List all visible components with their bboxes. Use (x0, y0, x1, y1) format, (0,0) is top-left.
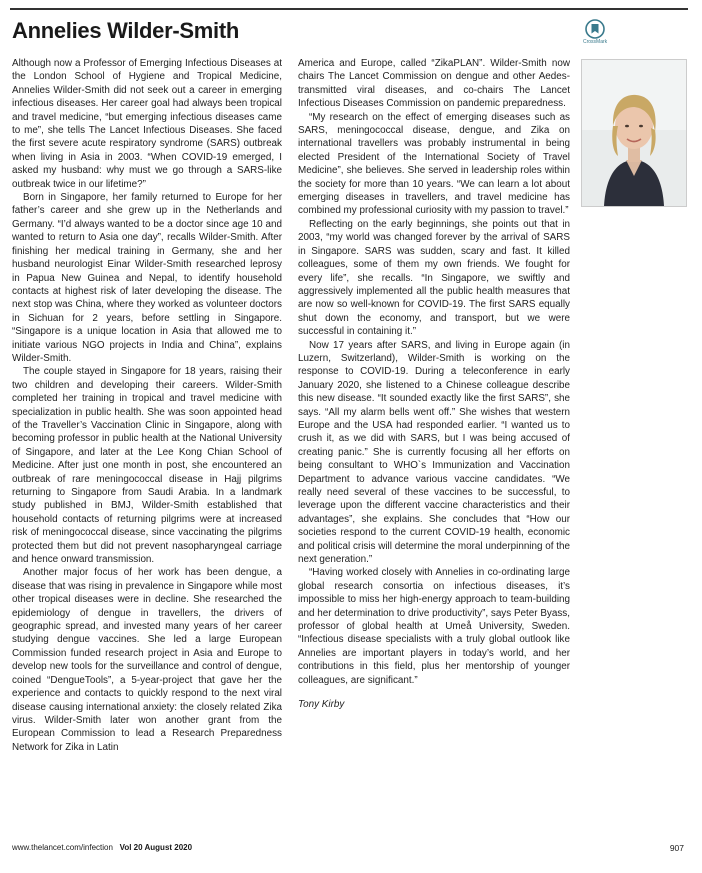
paragraph: Another major focus of her work has been dengue, a disease that was rising in prevalence in Singapore while most other tropical diseases were in decline. She researched the epidemiology of dengue in travellers, the drivers of geographic spread, and invested many years of her career studying dengue vaccines. She led a large European Commission funded research project in Asia and Europe to develop new tools for the surveillance and control of dengue, coined “DengueTools”, a 5-year-project that gave her the experience and contacts to quickly respond to the next viral disease causing international anxiety: the closely related Zika virus. Wilder-Smith later won another grant from the European Commission to lead a Research Preparedness Network for Zika in Latin (12, 567, 282, 753)
article-column-1 (12, 57, 282, 754)
journal-url[interactable]: www.thelancet.com/infection (12, 843, 113, 852)
paragraph: “Having worked closely with Annelies in co-ordinating large global research consortia on infectious diseases, it’s impossible to miss her high-energy approach to team-building and her determination to drive productivity”, says Peter Byass, professor of global health at Umeå University, Sweden. “Infectious disease specialists with a truly global outlook like Annelies are important players in today’s world, and her contributions in this field, plus her mentorship of younger colleagues, are significant.” (298, 567, 570, 686)
crossmark-badge[interactable] (583, 19, 607, 45)
article-column-2 (298, 57, 570, 712)
crossmark-icon (585, 19, 605, 39)
issue-info: Vol 20 August 2020 (119, 843, 193, 852)
top-rule (10, 8, 688, 10)
paragraph: Now 17 years after SARS, and living in Europe again (in Luzern, Switzerland), Wilder-Smith is working on the response to COVID-19. During a teleconference in early January 2020, she listened to a Chinese colleague describe this new disease. “It sounded exactly like the first SARS”, she says. “All my alarm bells went off.” She wishes that western Europe and the USA had responded earlier. “I wanted us to crush it, as we did with SARS, but I was being accused of creating panic.” She is currently focusing all her efforts on being consultant to WHO`s Immunization and Vaccination Department to advance various vaccine candidates. “We really need several of these vaccines to be successful, to leverage upon the different vaccine characteristics and their advantages”, she explains. She concludes that “How our societies respond to the current COVID-19 health, economic and political crisis will determine the moral underpinning of the next generation.” (298, 339, 570, 566)
paragraph: America and Europe, called “ZikaPLAN”. Wilder-Smith now chairs The Lancet Commission on dengue and other Aedes-transmitted viral diseases, and co-chairs The Lancet Infectious Diseases Commission on pandemic preparedness. (298, 58, 570, 110)
paragraph: The couple stayed in Singapore for 18 years, raising their two children and developing their careers. Wilder-Smith completed her training in tropical and travel medicine with specialization in public health. She was soon appointed head of the Traveller’s Vaccination Clinic in Singapore, along with becoming professor in public health at the National University of Singapore, and later at the Lee Kong Chian School of Medicine. After just one month in post, she encountered an outbreak of rare meningococcal disease in Hajj pilgrims returning to Singapore from Saudi Arabia. In a landmark study published in BMJ, Wilder-Smith established that household contacts of returning pilgrims were at increased risk of meningococcal disease, since vaccinating the pilgrims protected them but did not prevent nasopharyngeal carriage and hence onward transmission. (12, 366, 282, 566)
paragraph: Although now a Professor of Emerging Infectious Diseases at the London School of Hygiene and Tropical Medicine, Annelies Wilder-Smith did not seek out a career in emerging infectious diseases. Her career goal had always been tropical and travel medicine, “but emerging infectious diseases came to me”, she tells The Lancet Infectious Diseases. She faced the first severe acute respiratory syndrome (SARS) outbreak when living in Asia in 2003. “When COVID-19 emerged, I asked my husband: why must we go through a SARS-like outbreak twice in our lifetime?” (12, 58, 282, 190)
page-number: 907 (669, 843, 684, 853)
portrait-photo (581, 59, 687, 207)
author-byline: Tony Kirby (298, 699, 345, 711)
footer (12, 843, 192, 852)
crossmark-label: CrossMark (583, 39, 608, 45)
paragraph: “My research on the effect of emerging diseases such as SARS, meningococcal disease, dengue, and Zika on international travellers was probably instrumental in being elected President of the International Society of Travel Medicine”, she believes. She served in leadership roles within the society for more than 10 years. “We can learn a lot about emerging diseases in travellers, and travel medicine has combined my professional curiosity with my passion to travel.” (298, 111, 570, 217)
paragraph: Born in Singapore, her family returned to Europe for her father’s career and she grew up in the Netherlands and Germany. “I’d always wanted to be a doctor since age 10 and wanted to return to Asia one day”, recalls Wilder-Smith. After finishing her medical training in Germany, she and her husband neurologist Einar Wilder-Smith researched leprosy in Papua New Guinea and Nepal, to identify household contacts at highest risk of later developing the disease. The next stop was China, where they worked as volunteer doctors in Sichuan for 2 years, before settling in Singapore. “Singapore is a unique location in Asia that allowed me to initiate various NGO projects in India and China”, explains Wilder-Smith. (12, 192, 282, 364)
paragraph: Reflecting on the early beginnings, she points out that in 2003, “my world was changed forever by the arrival of SARS in Singapore. SARS was sudden, scary and fast. It killed colleagues, some of them my own friends. We fought for every life”, she recalls. “In Singapore, we swiftly and aggressively implemented all the public health measures that are now so well-known for COVID-19. The first SARS equally shut down the economy, and transport, but we were successful in containing it.” (298, 218, 570, 338)
article-title: Annelies Wilder-Smith (12, 18, 239, 43)
